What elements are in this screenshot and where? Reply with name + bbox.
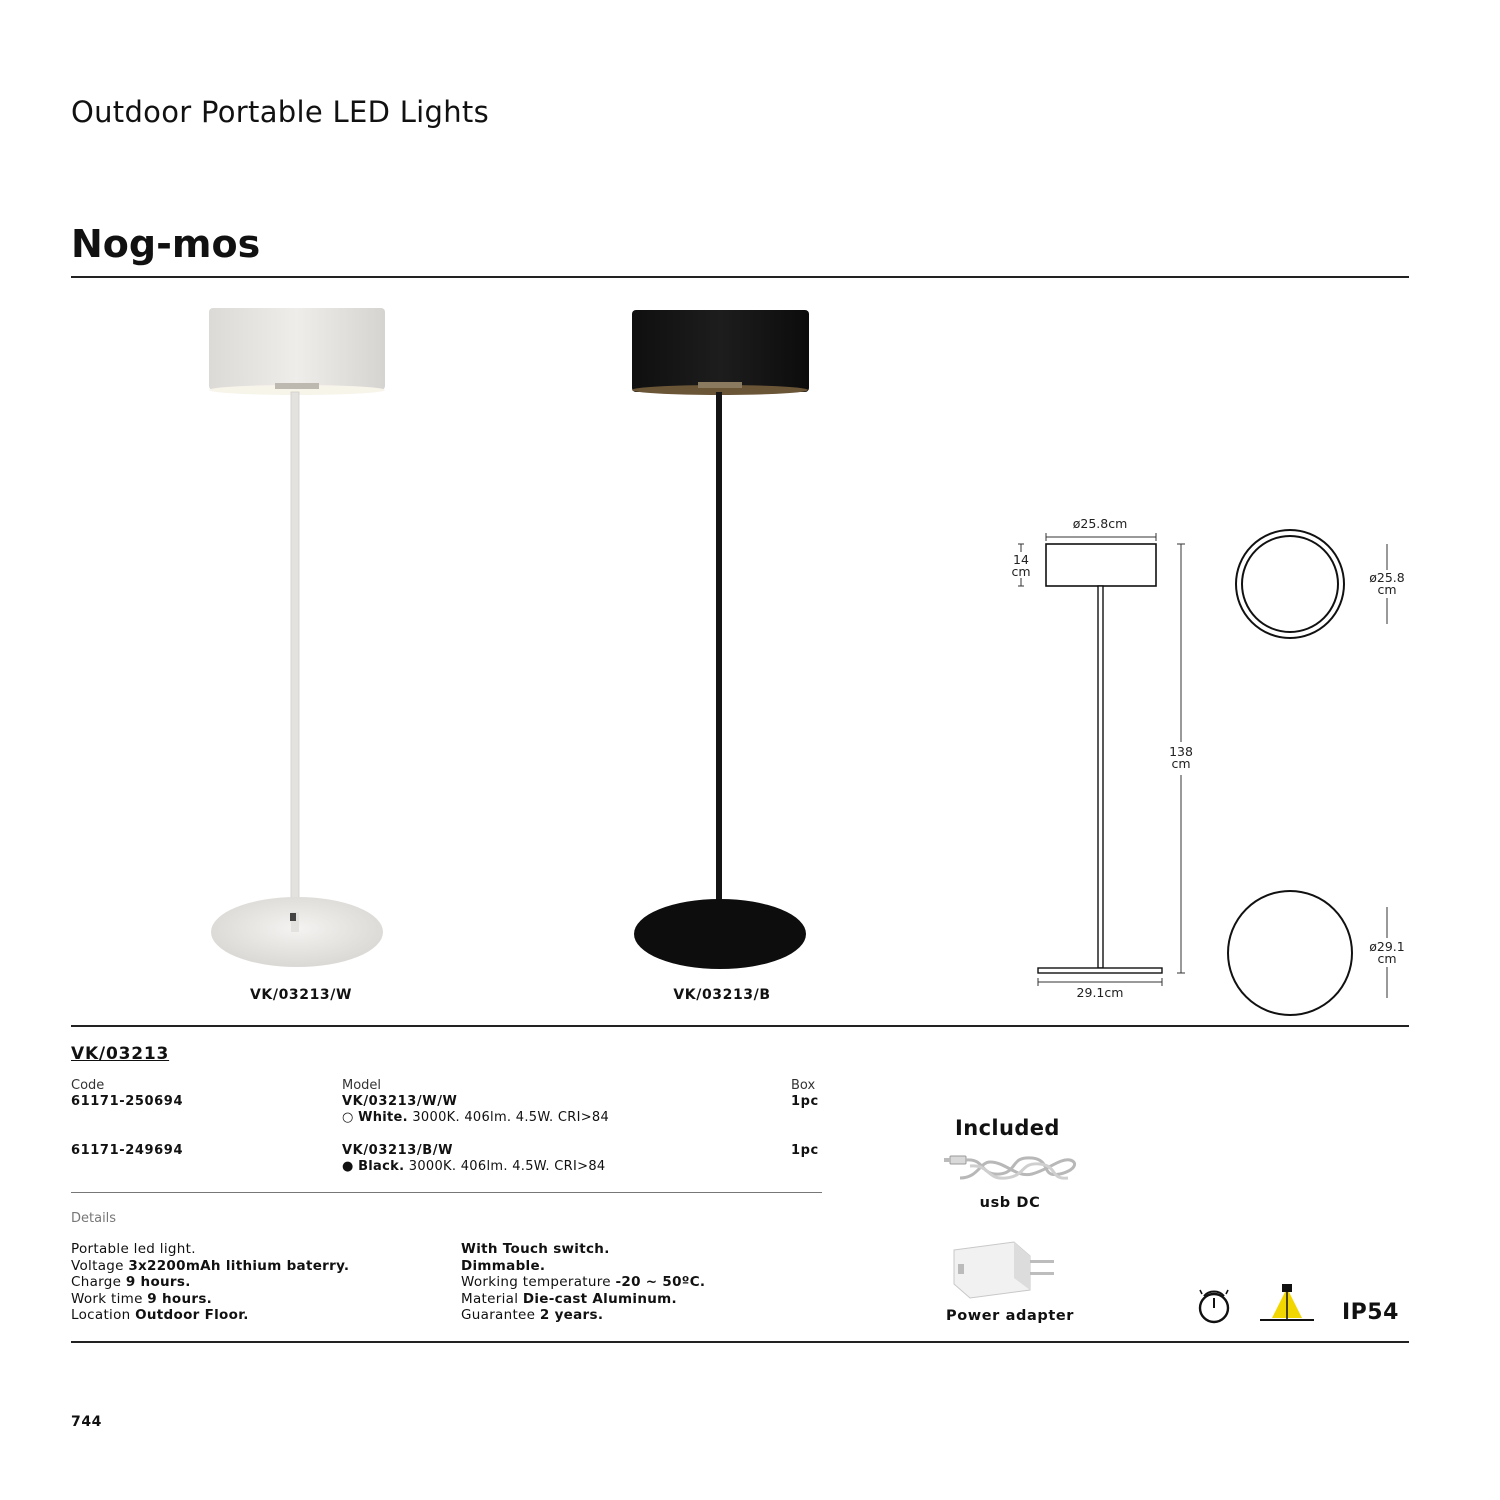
details-label: Portable led light. — [71, 1241, 196, 1257]
details-label: Charge — [71, 1274, 126, 1290]
row-2-specs: 3000K. 406lm. 4.5W. CRI>84 — [408, 1159, 606, 1174]
details-line — [461, 1241, 705, 1258]
bottom-divider — [71, 1341, 1409, 1343]
details-line — [71, 1258, 349, 1275]
row-1-color-name: White. — [358, 1110, 408, 1125]
details-value: Outdoor Floor. — [135, 1307, 249, 1323]
product-title: Nog-mos — [71, 222, 261, 266]
lamp-black-image — [622, 300, 822, 980]
row-1-specs: 3000K. 406lm. 4.5W. CRI>84 — [412, 1110, 610, 1125]
page-number: 744 — [71, 1414, 103, 1430]
row-2-model: VK/03213/B/W — [342, 1143, 454, 1158]
row-2-color-name: Black. — [358, 1159, 405, 1174]
shade-diameter-label: ø25.8cm — [1072, 516, 1128, 531]
top-view-diameter-unit: cm — [1377, 582, 1397, 597]
row-1-model: VK/03213/W/W — [342, 1094, 458, 1109]
details-value: 9 hours. — [147, 1290, 213, 1307]
details-label: Guarantee — [461, 1307, 540, 1323]
total-height-unit: cm — [1171, 756, 1191, 771]
details-heading: Details — [71, 1211, 117, 1226]
lamp-white-image — [200, 300, 400, 980]
power-adapter-label: Power adapter — [945, 1308, 1075, 1324]
total-height-value: 138 — [1169, 744, 1193, 759]
details-value: 9 hours. — [125, 1274, 191, 1290]
ip-rating-badge: IP54 — [1342, 1300, 1399, 1325]
power-adapter-icon — [948, 1238, 1063, 1300]
details-line — [461, 1258, 705, 1275]
floor-lamp-light-icon — [1258, 1284, 1316, 1324]
details-line — [71, 1291, 349, 1308]
details-label: Work time — [71, 1290, 148, 1307]
shade-height-value: 14 — [1013, 552, 1029, 567]
details-line — [71, 1307, 349, 1324]
lamp-white-caption: VK/03213/W — [249, 987, 353, 1003]
details-value: 3x2200mAh lithium baterry. — [128, 1257, 350, 1274]
model-family-link[interactable]: VK/03213 — [71, 1044, 170, 1064]
row-2-spec — [342, 1159, 605, 1174]
table-divider — [71, 1192, 822, 1193]
details-line — [71, 1274, 349, 1291]
included-heading: Included — [955, 1116, 1060, 1140]
row-1-color-symbol: ○ — [342, 1110, 354, 1125]
details-value: Die-cast Aluminum. — [522, 1290, 677, 1307]
details-left-column — [71, 1241, 349, 1324]
details-value: 2 years. — [539, 1307, 604, 1323]
row-1-box: 1pc — [791, 1094, 819, 1109]
row-2-box: 1pc — [791, 1143, 819, 1158]
details-line — [71, 1241, 349, 1258]
details-value: With Touch switch. — [461, 1241, 610, 1257]
row-1-code: 61171-250694 — [71, 1094, 184, 1109]
touch-dimmer-icon — [1195, 1288, 1235, 1326]
lamp-black-caption: VK/03213/B — [673, 987, 771, 1003]
row-2-code: 61171-249694 — [71, 1143, 184, 1158]
details-line — [461, 1291, 705, 1308]
column-header-box: Box — [791, 1078, 816, 1093]
usb-cable-icon — [940, 1148, 1085, 1188]
details-value: -20 ~ 50ºC. — [615, 1274, 706, 1290]
details-line — [461, 1274, 705, 1291]
base-view-diameter-unit: cm — [1377, 951, 1397, 966]
row-2-color-symbol: ● — [342, 1159, 354, 1174]
shade-height-unit: cm — [1011, 564, 1031, 579]
details-value: Dimmable. — [461, 1257, 546, 1274]
column-header-model: Model — [342, 1078, 382, 1093]
column-header-code: Code — [71, 1078, 105, 1093]
base-view-diameter-value: ø29.1 — [1369, 939, 1405, 954]
row-1-spec — [342, 1110, 609, 1125]
usb-dc-label: usb DC — [979, 1195, 1041, 1211]
section-title: Outdoor Portable LED Lights — [71, 95, 490, 129]
details-label: Material — [461, 1290, 523, 1307]
top-view-diameter-value: ø25.8 — [1369, 570, 1405, 585]
details-label: Location — [71, 1307, 136, 1323]
details-right-column — [461, 1241, 705, 1324]
details-label: Voltage — [71, 1257, 129, 1274]
images-divider — [71, 1025, 1409, 1027]
details-line — [461, 1307, 705, 1324]
details-label: Working temperature — [461, 1274, 616, 1290]
base-width-label: 29.1cm — [1076, 985, 1124, 1000]
title-divider — [71, 276, 1409, 278]
